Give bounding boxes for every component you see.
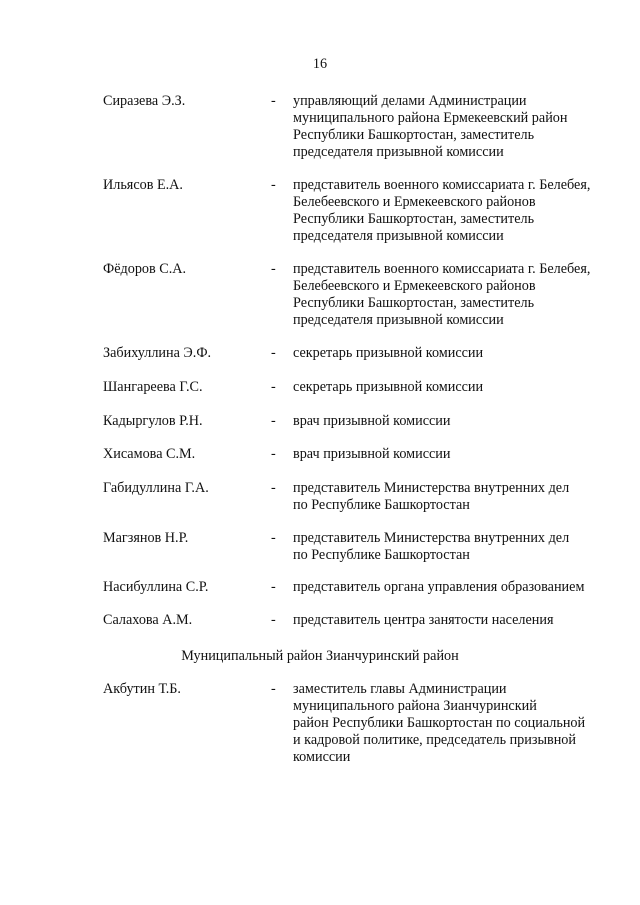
- member-name: Ильясов Е.А.: [103, 177, 183, 193]
- dash: -: [271, 480, 276, 496]
- member-name: Забихуллина Э.Ф.: [103, 345, 212, 361]
- dash: -: [271, 261, 276, 277]
- dash: -: [271, 345, 276, 361]
- dash: -: [271, 93, 276, 109]
- dash: -: [271, 530, 276, 546]
- member-name: Кадыргулов Р.Н.: [103, 413, 203, 429]
- member-name: Сиразева Э.З.: [103, 93, 186, 109]
- member-name: Насибуллина С.Р.: [103, 579, 209, 595]
- member-role: представитель Министерства внутренних дел по Республике Башкортостан: [293, 530, 570, 563]
- member-role: представитель Министерства внутренних дел по Республике Башкортостан: [293, 480, 570, 513]
- member-role: врач призывной комиссии: [293, 413, 451, 429]
- dash: -: [271, 681, 276, 697]
- member-name: Габидуллина Г.А.: [103, 480, 209, 496]
- member-role: представитель военного комиссариата г. Белебея, Белебеевского и Ермекеевского районов Республики Башкортостан, заместитель председателя призывной комиссии: [293, 177, 591, 244]
- member-name: Шангареева Г.С.: [103, 379, 203, 395]
- member-role: представитель военного комиссариата г. Белебея, Белебеевского и Ермекеевского районов Республики Башкортостан, заместитель председателя призывной комиссии: [293, 261, 591, 328]
- dash: -: [271, 177, 276, 193]
- dash: -: [271, 612, 276, 628]
- member-role: управляющий делами Администрации муниципального района Ермекеевский район Республики Башкортостан, заместитель председателя призывной комиссии: [293, 93, 568, 160]
- page-number: 16: [312, 56, 328, 72]
- member-name: Акбутин Т.Б.: [103, 681, 181, 697]
- dash: -: [271, 579, 276, 595]
- member-name: Магзянов Н.Р.: [103, 530, 189, 546]
- member-role: секретарь призывной комиссии: [293, 345, 484, 361]
- member-name: Хисамова С.М.: [103, 446, 196, 462]
- member-role: заместитель главы Администрации муниципального района Зианчуринский район Республики Башкортостан по социальной и кадровой политике, председатель призывной комиссии: [293, 681, 586, 765]
- dash: -: [271, 446, 276, 462]
- member-role: секретарь призывной комиссии: [293, 379, 484, 395]
- member-role: врач призывной комиссии: [293, 446, 451, 462]
- dash: -: [271, 379, 276, 395]
- member-name: Салахова А.М.: [103, 612, 193, 628]
- section-heading: Муниципальный район Зианчуринский район: [181, 648, 459, 664]
- member-role: представитель органа управления образованием: [293, 579, 585, 595]
- member-name: Фёдоров С.А.: [103, 261, 187, 277]
- dash: -: [271, 413, 276, 429]
- member-role: представитель центра занятости населения: [293, 612, 554, 628]
